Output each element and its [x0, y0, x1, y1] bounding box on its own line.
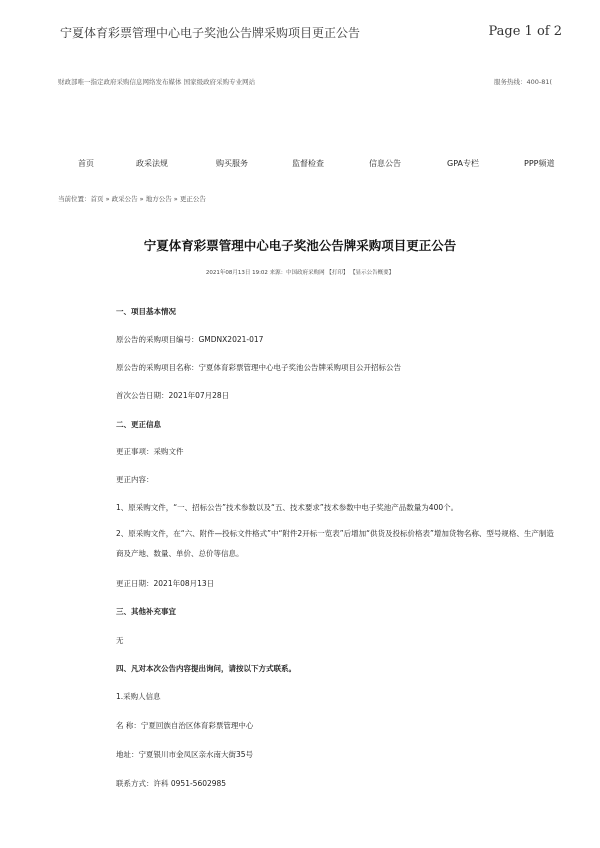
nav-item-home[interactable]: 首页 — [78, 159, 94, 168]
nav-item-regulations[interactable]: 政采法规 — [136, 159, 168, 168]
nav-item-announcements[interactable]: 信息公告 — [369, 159, 401, 168]
correction-date: 更正日期：2021年08月13日 — [116, 579, 215, 588]
nav-item-gpa[interactable]: GPA专栏 — [447, 159, 479, 168]
purchaser-info-label: 1.采购人信息 — [116, 692, 161, 701]
nav-item-ppp[interactable]: PPP频道 — [524, 159, 555, 168]
correction-content-label: 更正内容： — [116, 475, 154, 484]
section-2-heading: 二、更正信息 — [116, 420, 161, 429]
document-header-title: 宁夏体育彩票管理中心电子奖池公告牌采购项目更正公告 — [60, 26, 361, 40]
original-project-number: 原公告的采购项目编号：GMDNX2021-017 — [116, 335, 264, 344]
breadcrumb: 当前位置：首页 » 政采公告 » 地方公告 » 更正公告 — [58, 195, 206, 203]
article-meta: 2021年08月13日 19:02 来源：中国政府采购网 【打印】 【显示公告概要】 — [205, 270, 395, 276]
correction-item: 更正事项：采购文件 — [116, 447, 184, 456]
section-3-heading: 三、其他补充事宜 — [116, 607, 176, 616]
service-hotline: 服务热线：400-81( — [494, 78, 553, 86]
purchaser-name: 名 称：宁夏回族自治区体育彩票管理中心 — [116, 721, 254, 730]
purchaser-contact: 联系方式：许科 0951-5602985 — [116, 779, 227, 788]
section-1-heading: 一、项目基本情况 — [116, 307, 176, 316]
page-indicator: Page 1 of 2 — [488, 24, 562, 39]
original-project-name: 原公告的采购项目名称：宁夏体育彩票管理中心电子奖池公告牌采购项目公开招标公告 — [116, 363, 401, 372]
purchaser-address: 地址：宁夏银川市金凤区亲水南大街35号 — [116, 750, 254, 759]
nav-item-purchase-services[interactable]: 购买服务 — [216, 159, 248, 168]
correction-point-2: 2、原采购文件，在“六、附件—投标文件格式”中“附件2开标一览表”后增加“供货及投标价格表”增加货物名称、型号规格、生产制造商及产地、数量、单价、总价等信息。 — [116, 529, 554, 558]
supplementary-none: 无 — [116, 636, 124, 645]
nav-item-supervision[interactable]: 监督检查 — [292, 159, 324, 168]
correction-point-1: 1、原采购文件，“一、招标公告”技术参数以及“五、技术要求”技术参数中电子奖池产品数量为400个。 — [116, 503, 459, 512]
article-title: 宁夏体育彩票管理中心电子奖池公告牌采购项目更正公告 — [143, 238, 457, 253]
site-tagline: 财政部唯一指定政府采购信息网络发布媒体 国家级政府采购专业网站 — [58, 78, 256, 86]
first-announcement-date: 首次公告日期：2021年07月28日 — [116, 391, 230, 400]
section-4-heading: 四、凡对本次公告内容提出询问，请按以下方式联系。 — [116, 664, 296, 673]
